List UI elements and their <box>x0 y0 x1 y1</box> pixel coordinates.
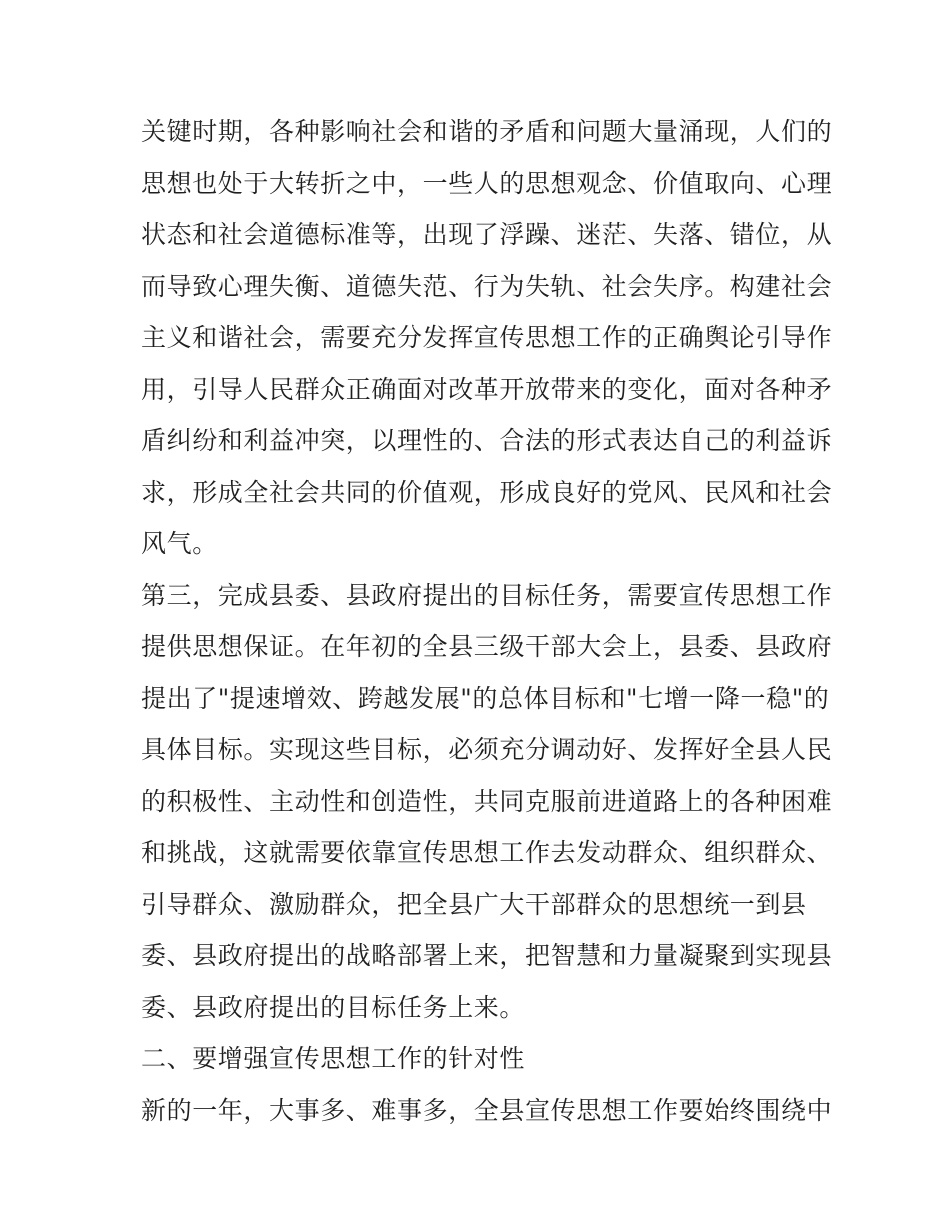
text-line: 主义和谐社会，需要充分发挥宣传思想工作的正确舆论引导作 <box>141 323 833 352</box>
text-line: 求，形成全社会共同的价值观，形成良好的党风、民风和社会 <box>141 477 833 507</box>
text-line: 提出了"提速增效、跨越发展"的总体目标和"七增一降一稳"的 <box>141 683 830 713</box>
text-line: 引导群众、激励群众，把全县广大干部群众的思想统一到县 <box>141 889 807 919</box>
text-line: 提供思想保证。在年初的全县三级干部大会上，县委、县政府 <box>141 632 833 661</box>
text-line: 和挑战，这就需要依靠宣传思想工作去发动群众、组织群众、 <box>141 838 833 867</box>
section-heading: 二、要增强宣传思想工作的针对性 <box>141 1044 526 1073</box>
document-body <box>141 106 833 1136</box>
text-line: 第三，完成县委、县政府提出的目标任务，需要宣传思想工作 <box>141 580 833 610</box>
text-line: 状态和社会道德标准等，出现了浮躁、迷茫、失落、错位，从 <box>141 220 833 249</box>
text-line: 新的一年，大事多、难事多，全县宣传思想工作要始终围绕中 <box>141 1095 833 1125</box>
text-line: 风气。 <box>141 529 218 558</box>
text-line: 的积极性、主动性和创造性，共同克服前进道路上的各种困难 <box>141 786 833 816</box>
text-line: 思想也处于大转折之中，一些人的思想观念、价值取向、心理 <box>141 168 833 198</box>
text-line: 用，引导人民群众正确面对改革开放带来的变化，面对各种矛 <box>141 374 833 404</box>
text-line: 盾纠纷和利益冲突，以理性的、合法的形式表达自己的利益诉 <box>141 426 833 455</box>
text-line: 委、县政府提出的战略部署上来，把智慧和力量凝聚到实现县 <box>141 941 833 970</box>
text-line: 而导致心理失衡、道德失范、行为失轨、社会失序。构建社会 <box>141 271 833 301</box>
text-line: 委、县政府提出的目标任务上来。 <box>141 992 526 1022</box>
text-line: 关键时期，各种影响社会和谐的矛盾和问题大量涌现，人们的 <box>141 117 833 146</box>
text-line: 具体目标。实现这些目标，必须充分调动好、发挥好全县人民 <box>141 735 833 764</box>
